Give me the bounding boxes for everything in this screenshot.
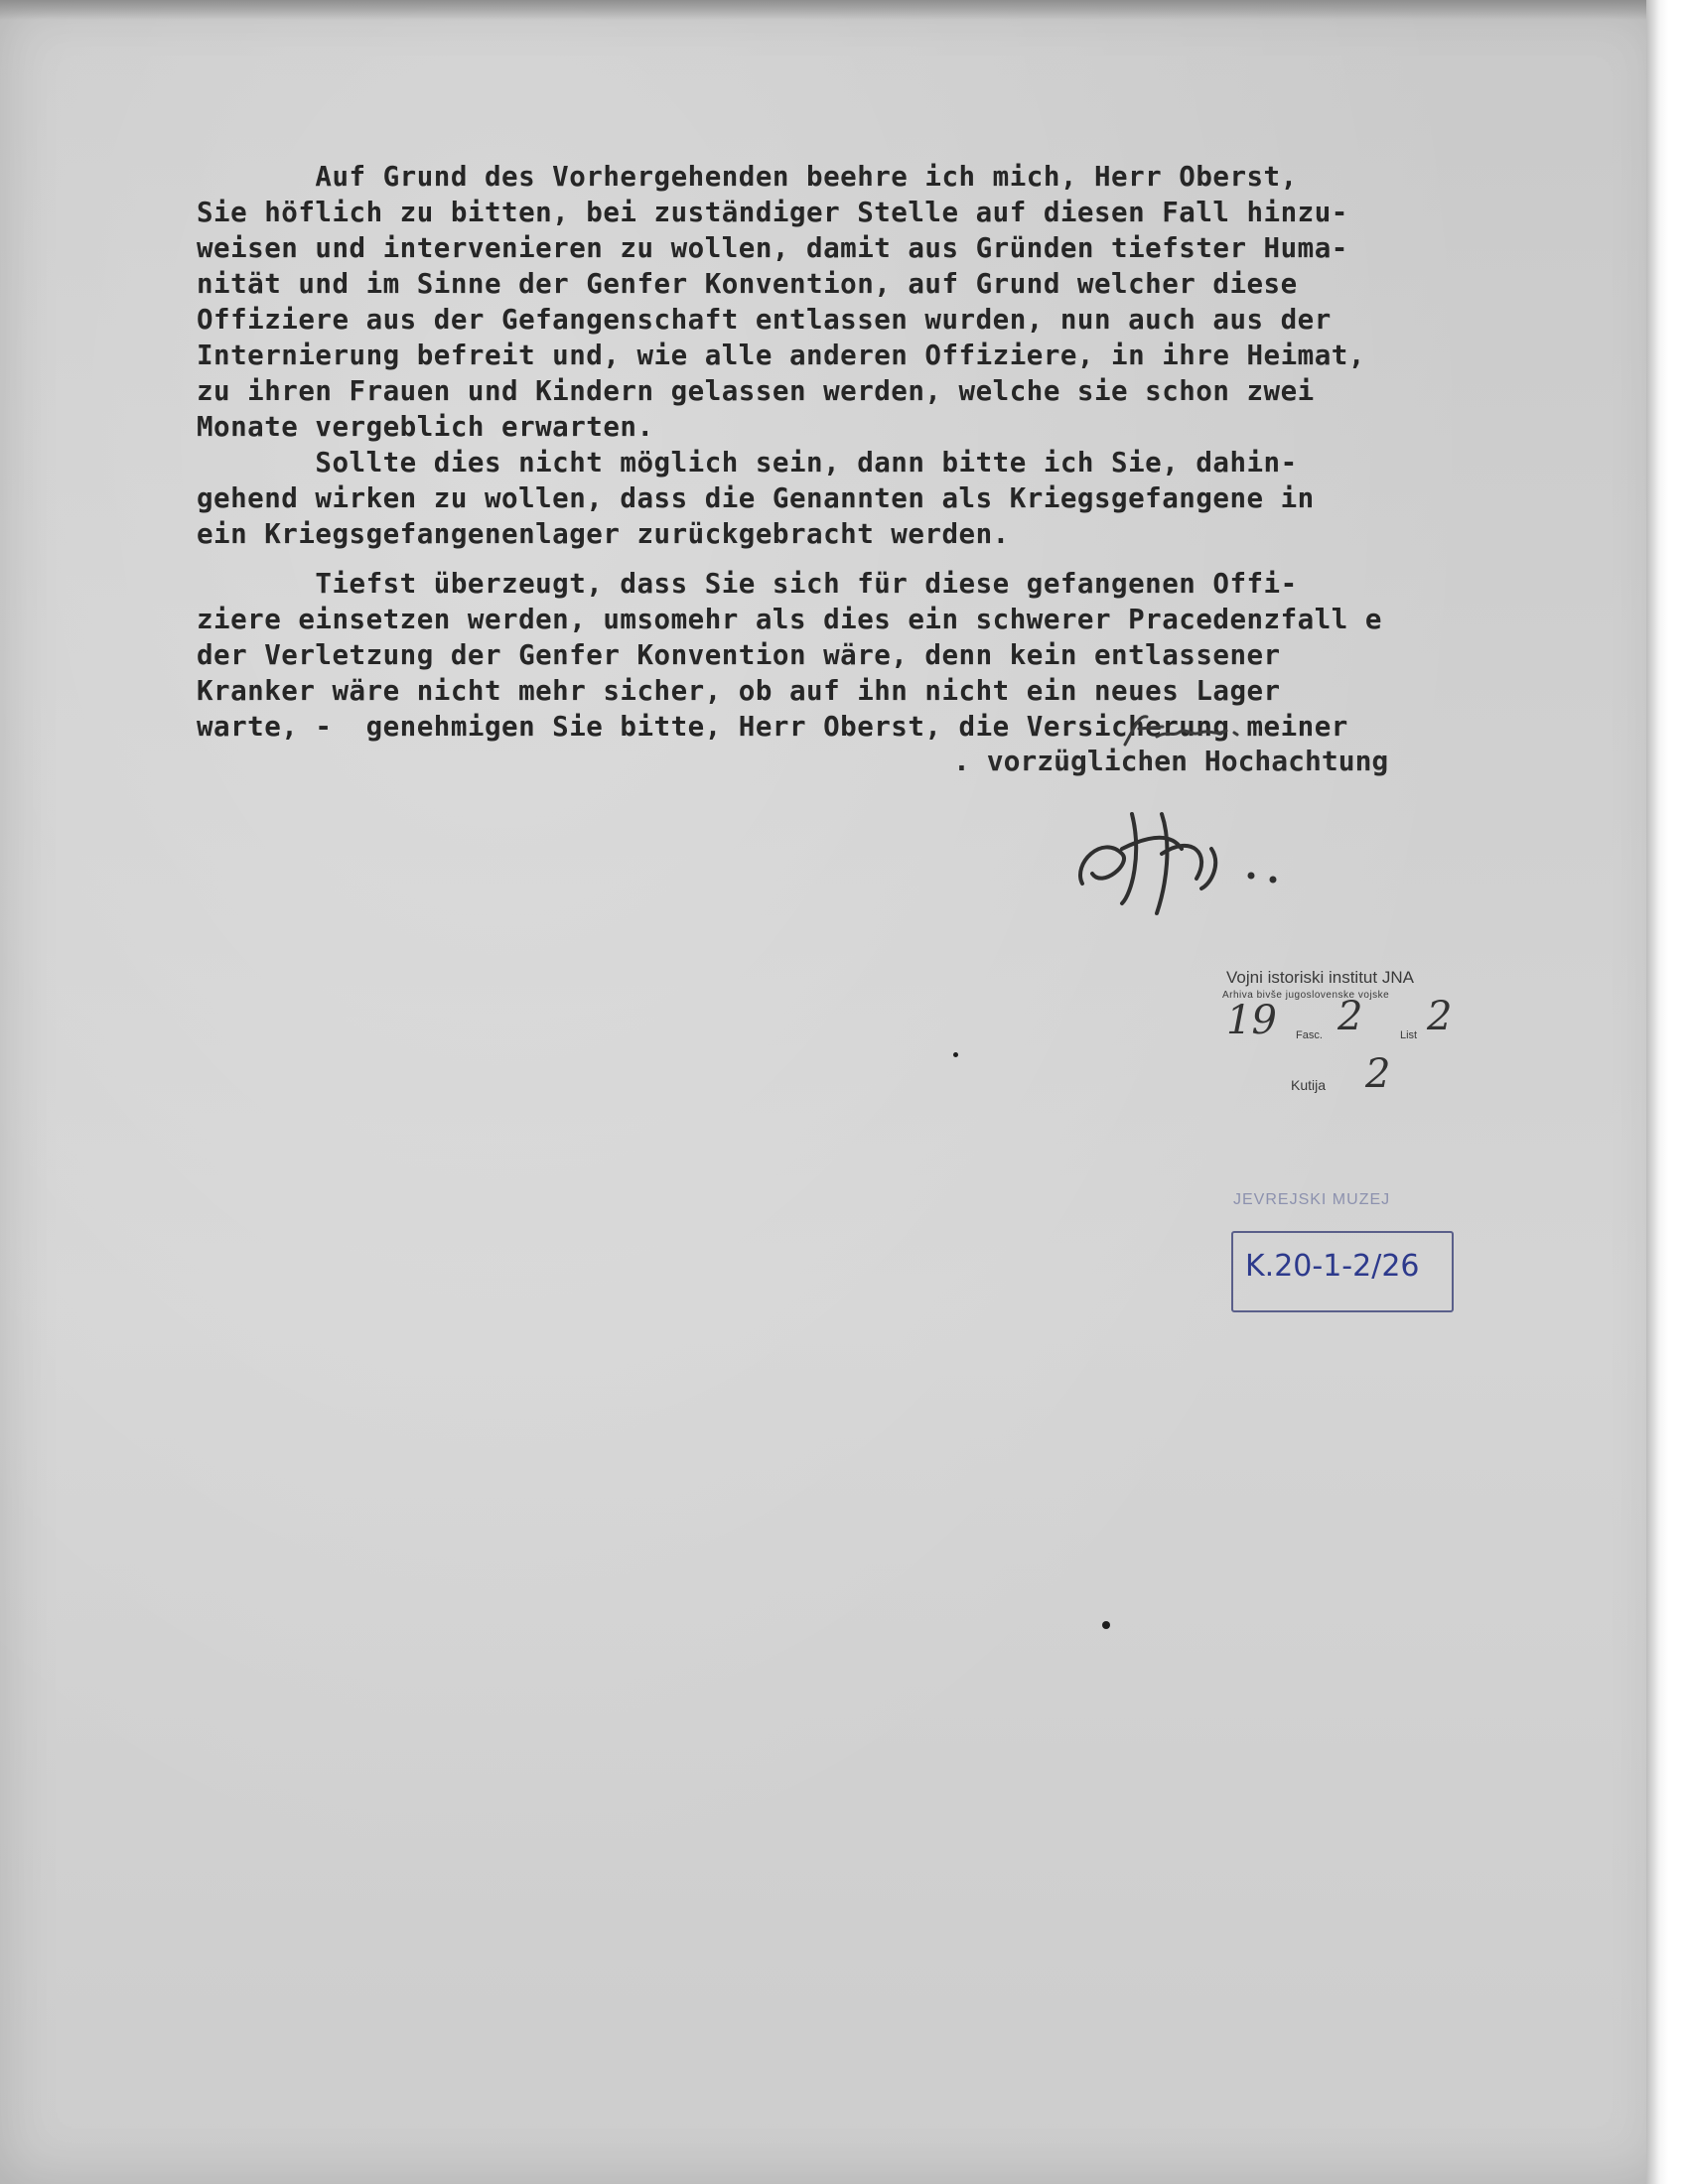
text-line: warte, - genehmigen Sie bitte, Herr Oberst, die Versicherung meiner (197, 711, 1348, 743)
museum-reference: K.20-1-2/26 (1245, 1249, 1420, 1284)
archive-number: 19 (1226, 998, 1277, 1043)
kutija-label: Kutija (1291, 1077, 1327, 1093)
museum-stamp-title: JEVREJSKI MUZEJ (1233, 1191, 1391, 1208)
text-line: Auf Grund des Vorhergehenden beehre ich mich, Herr Oberst, (197, 161, 1298, 193)
text-line: zu ihren Frauen und Kindern gelassen werden, welche sie schon zwei (197, 375, 1315, 407)
letter-body (197, 159, 1617, 745)
signature (1062, 794, 1291, 923)
text-line: der Verletzung der Genfer Konvention wäre, denn kein entlassener (197, 639, 1281, 671)
kutija-value: 2 (1365, 1051, 1391, 1097)
text-line: Internierung befreit und, wie alle anderen Offiziere, in ihre Heimat, (197, 340, 1365, 371)
ink-speck (953, 1052, 958, 1057)
fasc-label: Fasc. (1296, 1029, 1323, 1041)
top-shadow (0, 0, 1668, 20)
text-line: gehend wirken zu wollen, dass die Genannten als Kriegsgefangene in (197, 482, 1315, 514)
text-line: Sie höflich zu bitten, bei zuständiger Stelle auf diesen Fall hinzu- (197, 197, 1348, 228)
archive-stamp-title: Vojni istoriski institut JNA (1226, 968, 1414, 987)
list-label: List (1400, 1029, 1418, 1041)
text-line: Tiefst überzeugt, dass Sie sich für diese gefangenen Offi- (197, 568, 1298, 600)
text-line: Offiziere aus der Gefangenschaft entlassen wurden, nun auch aus der (197, 304, 1332, 336)
archive-stamp-subtitle: Arhiva bivše jugoslovenske vojske (1222, 990, 1390, 1001)
paragraph-block-1 (197, 159, 1617, 552)
ink-speck (1102, 1621, 1110, 1629)
text-line: ziere einsetzen werden, umsomehr als dies ein schwerer Pracedenzfall e (197, 604, 1382, 635)
museum-stamp (1231, 1191, 1460, 1310)
archive-stamp (1216, 968, 1514, 1137)
museum-stamp-box (1231, 1231, 1454, 1312)
text-line: weisen und intervenieren zu wollen, damit aus Gründen tiefster Huma- (197, 232, 1348, 264)
text-line: nität und im Sinne der Genfer Konvention, auf Grund welcher diese (197, 268, 1298, 300)
paragraph-gap (197, 552, 1617, 566)
page-edge (1646, 0, 1668, 2184)
fasc-value: 2 (1337, 994, 1363, 1039)
text-line: ein Kriegsgefangenenlager zurückgebracht werden. (197, 518, 1010, 550)
text-line: Monate vergeblich erwarten. (197, 411, 654, 443)
paragraph-block-2 (197, 566, 1617, 745)
list-value: 2 (1427, 994, 1453, 1039)
closing-formula: . vorzüglichen Hochachtung (953, 745, 1389, 777)
text-line: Kranker wäre nicht mehr sicher, ob auf ihn nicht ein neues Lager (197, 675, 1281, 707)
text-line: Sollte dies nicht möglich sein, dann bitte ich Sie, dahin- (197, 447, 1298, 478)
